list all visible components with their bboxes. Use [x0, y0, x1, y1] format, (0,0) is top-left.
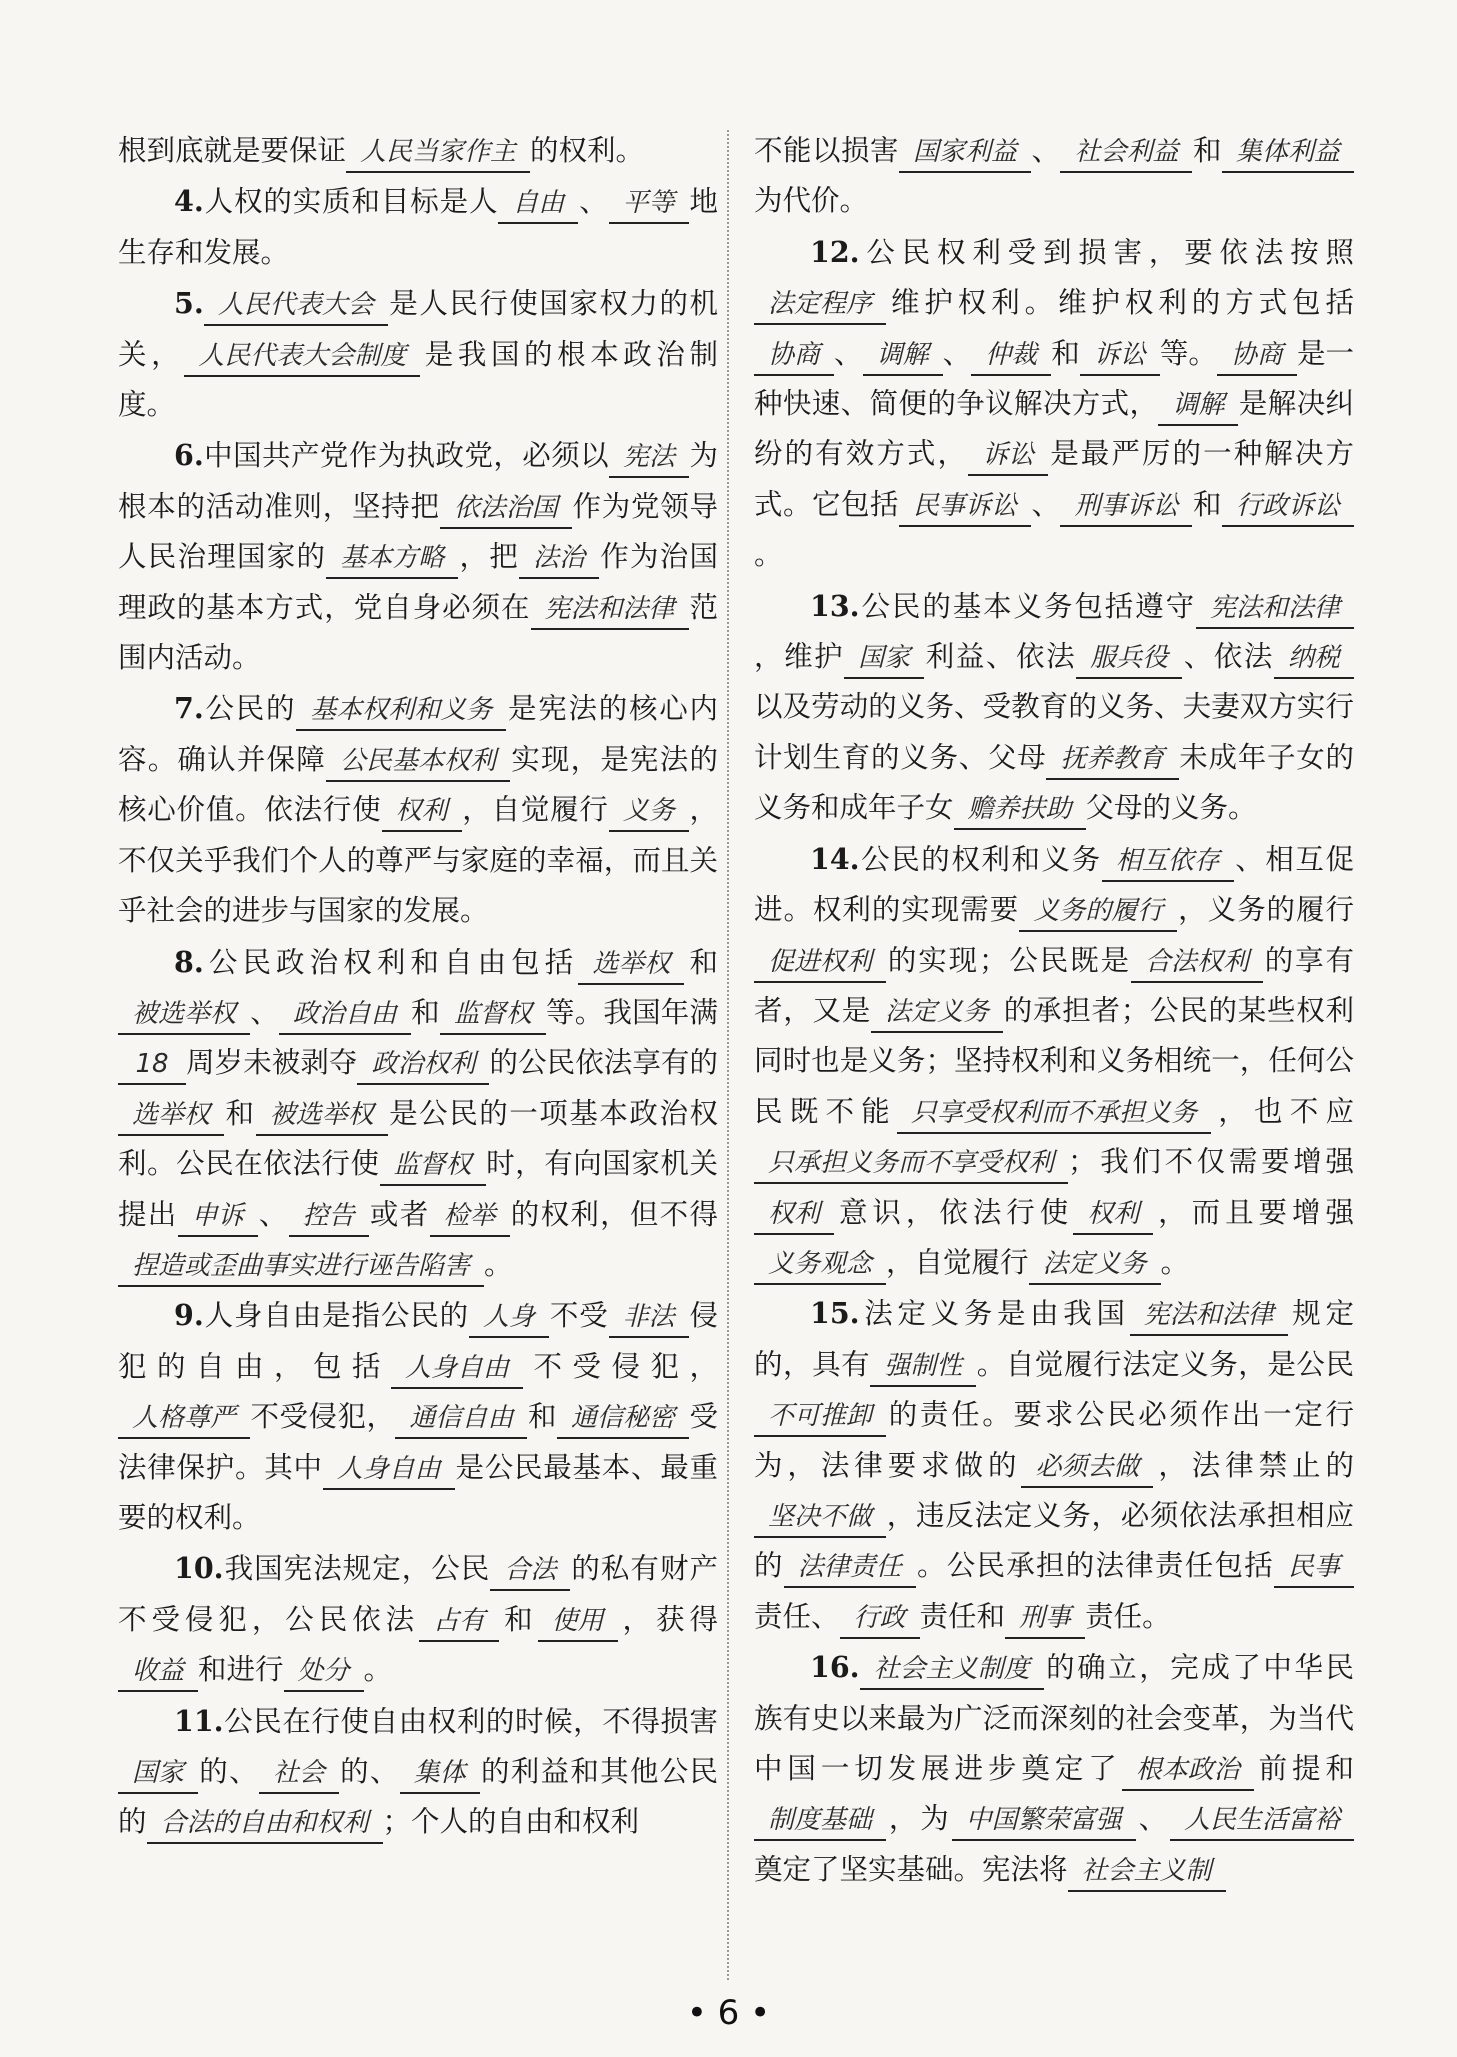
question-text: 人权的实质和目标是人 — [203, 185, 499, 219]
question-text: 的承担者；公民的某些权利同时也是义务；坚持权利和义务相统一，任何公民既不能 — [754, 993, 1354, 1128]
fill-in-answer: 收益 — [118, 1652, 198, 1692]
question-text: ，把 — [458, 540, 519, 574]
fill-in-answer: 宪法和法律 — [1130, 1296, 1288, 1336]
fill-in-answer: 坚决不做 — [754, 1498, 886, 1538]
fill-in-answer: 人民代表大会制度 — [184, 337, 420, 377]
fill-in-answer: 不可推卸 — [754, 1397, 886, 1437]
question-text: 和 — [224, 1096, 256, 1130]
question-text: ，而且要增强 — [1153, 1195, 1354, 1229]
question-text: 、 — [834, 336, 863, 370]
question-text: 的公民依法享有的 — [489, 1046, 718, 1080]
fill-in-answer: 必须去做 — [1021, 1448, 1153, 1488]
question-text: 、 — [1030, 487, 1061, 521]
question-text: 不受 — [548, 1299, 609, 1333]
question-paragraph — [754, 581, 1354, 834]
question-text: 不能以损害 — [754, 134, 899, 167]
question-text: 。自觉履行法定义务，是公民 — [976, 1347, 1354, 1381]
fill-in-answer: 权利 — [754, 1195, 834, 1235]
fill-in-answer: 非法 — [609, 1298, 689, 1338]
question-text: 责任、 — [754, 1599, 840, 1633]
question-text: 前提和 — [1253, 1752, 1354, 1785]
question-text: 的确立，完成了中华民族有史以来最为广泛而深刻的社会变革，为当代中国一切发展进步奠定了 — [754, 1651, 1354, 1785]
fill-in-answer: 义务 — [609, 792, 689, 832]
fill-in-answer: 集体 — [400, 1754, 480, 1794]
question-text: 作为治国理政的基本方式，党自身必须在 — [118, 540, 718, 624]
question-text: 公民权利受到损害，要依法按照 — [859, 235, 1354, 269]
question-text: 。 — [754, 538, 783, 572]
fill-in-answer: 法治 — [519, 539, 599, 579]
question-paragraph — [754, 834, 1354, 1289]
question-text: 的、 — [338, 1755, 400, 1788]
question-text: 不受侵犯， — [523, 1349, 718, 1383]
fill-in-answer: 申诉 — [178, 1197, 258, 1237]
question-text: 或者 — [368, 1197, 430, 1231]
fill-in-answer: 调解 — [1158, 386, 1238, 426]
question-text: ，为 — [886, 1802, 952, 1836]
question-text: 和 — [499, 1602, 538, 1636]
question-text: 、 — [942, 336, 972, 370]
fill-in-answer: 中国繁荣富强 — [952, 1801, 1136, 1841]
question-text: 法定义务是由我国 — [859, 1297, 1130, 1331]
fill-in-answer: 国家利益 — [899, 133, 1031, 173]
question-text: 的权利，但不得 — [509, 1197, 718, 1231]
fill-in-answer: 只承担义务而不享受权利 — [754, 1144, 1068, 1184]
question-number: 16. — [810, 1650, 860, 1685]
question-text: 以及劳动的义务、受教育的义务、夫妻双方实行计划生育的义务、父母 — [754, 690, 1354, 774]
fill-in-answer: 人民代表大会 — [204, 286, 388, 326]
fill-in-answer: 自由 — [498, 184, 578, 224]
left-column — [118, 126, 718, 1848]
fill-in-answer: 赡养扶助 — [954, 790, 1086, 830]
page-number: • 6 • — [686, 1993, 771, 2033]
fill-in-answer: 选举权 — [578, 945, 684, 985]
question-text: 和 — [410, 995, 440, 1029]
question-paragraph — [118, 937, 718, 1291]
fill-in-answer: 权利 — [1073, 1195, 1153, 1235]
fill-in-answer: 强制性 — [870, 1347, 976, 1387]
question-text: 、依法 — [1182, 640, 1274, 674]
question-text: 公民的权利和义务 — [859, 842, 1102, 876]
fill-in-answer: 社会利益 — [1060, 133, 1192, 173]
fill-in-answer: 抚养教育 — [1046, 740, 1178, 780]
fill-in-answer: 诉讼 — [968, 436, 1048, 476]
fill-in-answer: 基本权利和义务 — [296, 691, 506, 731]
question-text: 规定的，具有 — [754, 1297, 1354, 1381]
question-paragraph — [754, 227, 1354, 581]
question-text: 是宪法的核心内容。确认并保障 — [118, 692, 718, 776]
fill-in-answer: 政治自由 — [279, 995, 411, 1035]
question-text: ，法律禁止的 — [1153, 1448, 1354, 1482]
fill-in-answer: 宪法 — [609, 438, 689, 478]
question-text: 责任。 — [1085, 1599, 1171, 1633]
fill-in-answer: 行政 — [840, 1599, 920, 1639]
fill-in-answer: 占有 — [419, 1602, 499, 1642]
question-paragraph — [118, 683, 718, 936]
question-text: 的实现；公民既是 — [886, 943, 1131, 977]
question-text: 中国共产党作为执政党，必须以 — [203, 439, 610, 473]
question-text: 父母的义务。 — [1085, 791, 1257, 825]
question-number: 15. — [810, 1296, 860, 1331]
question-text: 是我国的根本政治制度。 — [118, 337, 718, 422]
fill-in-answer: 使用 — [538, 1602, 618, 1642]
fill-in-answer: 服兵役 — [1076, 639, 1182, 679]
question-text: 和 — [527, 1400, 557, 1434]
question-number: 5. — [174, 286, 204, 321]
question-text: 公民在行使自由权利的时候，不得损害 — [223, 1704, 718, 1738]
fill-in-answer: 选举权 — [118, 1096, 224, 1136]
question-paragraph — [118, 1290, 718, 1543]
fill-in-answer: 社会主义制度 — [860, 1650, 1044, 1690]
fill-in-answer: 相互依存 — [1102, 842, 1234, 882]
question-text: 意识，依法行使 — [834, 1195, 1074, 1229]
question-number: 10. — [174, 1551, 224, 1586]
fill-in-answer: 合法的自由和权利 — [147, 1804, 383, 1844]
fill-in-answer: 民事 — [1274, 1548, 1354, 1588]
question-text: 是人民行使国家权力的机关， — [118, 287, 718, 371]
fill-in-answer: 监督权 — [380, 1146, 486, 1186]
fill-in-answer: 基本方略 — [326, 539, 458, 579]
fill-in-answer: 控告 — [289, 1197, 369, 1237]
column-divider — [727, 130, 729, 1980]
question-text: ，也不应 — [1211, 1094, 1354, 1128]
question-text: 我国宪法规定，公民 — [223, 1552, 491, 1586]
question-text: 。 — [363, 1653, 393, 1687]
question-text: 维护权利。维护权利的方式包括 — [886, 286, 1354, 320]
fill-in-answer: 合法权利 — [1131, 943, 1263, 983]
question-paragraph — [118, 1696, 718, 1848]
fill-in-answer: 诉讼 — [1080, 336, 1160, 376]
fill-in-answer: 宪法和法律 — [1196, 589, 1354, 629]
question-paragraph — [118, 278, 718, 430]
fill-in-answer: 仲裁 — [971, 336, 1051, 376]
fill-in-answer: 公民基本权利 — [326, 742, 510, 782]
fill-in-answer: 处分 — [284, 1652, 364, 1692]
question-paragraph — [754, 126, 1354, 227]
question-text: ，违反法定义务，必须依法承担相应的 — [754, 1498, 1354, 1583]
fill-in-answer: 被选举权 — [118, 995, 250, 1035]
question-text: 是最严厉的一种解决方式。它包括 — [754, 437, 1354, 521]
fill-in-answer: 宪法和法律 — [531, 590, 689, 630]
fill-in-answer: 刑事 — [1005, 1599, 1085, 1639]
fill-in-answer: 平等 — [609, 184, 689, 224]
fill-in-answer: 法律责任 — [784, 1548, 916, 1588]
question-number: 4. — [174, 184, 204, 219]
question-text: 时，有向国家机关提出 — [118, 1147, 718, 1231]
question-text: 的责任。要求公民必须作出一定行为，法律要求做的 — [754, 1398, 1354, 1482]
question-text: 的权利。 — [530, 134, 645, 167]
fill-in-answer: 纳税 — [1274, 639, 1354, 679]
fill-in-answer: 协商 — [1217, 336, 1297, 376]
question-text: ；我们不仅需要增强 — [1068, 1145, 1354, 1179]
question-text: 为根本的活动准则，坚持把 — [118, 439, 718, 523]
fill-in-answer: 法定义务 — [871, 993, 1003, 1033]
fill-in-answer: 监督权 — [440, 995, 546, 1035]
question-text: ；个人的自由和权利 — [382, 1805, 640, 1839]
question-text: 、相互促进。权利的实现需要 — [754, 842, 1354, 927]
question-paragraph — [118, 430, 718, 683]
question-paragraph — [754, 1642, 1354, 1895]
question-number: 11. — [174, 1703, 224, 1738]
fill-in-answer: 制度基础 — [754, 1801, 886, 1841]
question-text: ，维护 — [754, 640, 845, 674]
question-text: 的、 — [198, 1755, 259, 1788]
question-text: 的利益和其他公民的 — [118, 1755, 718, 1839]
question-number: 12. — [810, 234, 860, 269]
fill-in-answer: 通信秘密 — [557, 1399, 689, 1439]
fill-in-answer: 通信自由 — [395, 1399, 527, 1439]
fill-in-answer: 调解 — [863, 336, 943, 376]
fill-in-answer: 权利 — [382, 792, 462, 832]
question-text: 责任和 — [919, 1599, 1006, 1633]
question-number: 8. — [174, 944, 204, 979]
question-text: 和 — [1192, 134, 1222, 167]
question-text: 公民政治权利和自由包括 — [203, 945, 579, 979]
question-text: 受法律保护。其中 — [118, 1400, 718, 1484]
fill-in-answer: 义务的履行 — [1019, 892, 1177, 932]
fill-in-answer: 法定义务 — [1029, 1245, 1161, 1285]
fill-in-answer: 人民当家作主 — [346, 133, 530, 173]
question-text: 和 — [684, 945, 718, 979]
fill-in-answer: 根本政治 — [1122, 1751, 1254, 1791]
fill-in-answer: 只享受权利而不承担义务 — [897, 1094, 1211, 1134]
fill-in-answer: 捏造或歪曲事实进行诬告陷害 — [118, 1247, 484, 1287]
question-text: 、 — [257, 1197, 289, 1231]
question-paragraph — [118, 1543, 718, 1695]
question-text: 和进行 — [198, 1653, 284, 1687]
question-text: 作为党领导人民治理国家的 — [118, 489, 718, 574]
fill-in-answer: 民事诉讼 — [899, 487, 1031, 527]
question-text: 等。 — [1159, 336, 1217, 370]
question-text: ，自觉履行 — [886, 1245, 1029, 1279]
question-text: 实现，是宪法的核心价值。依法行使 — [118, 742, 718, 827]
question-text: ，义务的履行 — [1177, 893, 1354, 927]
fill-in-answer: 国家 — [118, 1754, 198, 1794]
question-paragraph — [118, 176, 718, 278]
question-number: 6. — [174, 438, 204, 473]
question-text: 公民的 — [203, 692, 297, 726]
fill-in-answer: 行政诉讼 — [1222, 487, 1354, 527]
fill-in-answer: 检举 — [430, 1197, 510, 1237]
fill-in-answer: 合法 — [490, 1551, 570, 1591]
question-text: 侵犯的自由，包括 — [118, 1299, 718, 1383]
question-text: 范围内活动。 — [118, 590, 718, 675]
question-number: 14. — [810, 841, 860, 876]
fill-in-answer: 义务观念 — [754, 1245, 886, 1285]
question-text: 的私有财产不受侵犯，公民依法 — [118, 1552, 718, 1636]
question-text: 是公民最基本、最重要的权利。 — [118, 1450, 718, 1534]
fill-in-answer: 社会主义制 — [1068, 1852, 1226, 1892]
question-text: 的享有者，又是 — [754, 943, 1354, 1027]
question-text: 奠定了坚实基础。宪法将 — [754, 1852, 1068, 1886]
question-text: 人身自由是指公民的 — [203, 1299, 469, 1333]
question-text: 和 — [1051, 336, 1080, 370]
fill-in-answer: 依法治国 — [440, 489, 572, 529]
question-paragraph — [118, 126, 718, 176]
fill-in-answer: 集体利益 — [1222, 133, 1354, 173]
question-text: 、 — [250, 995, 279, 1029]
question-text: ，不仅关乎我们个人的尊严与家庭的幸福，而且关乎社会的进步与国家的发展。 — [118, 793, 718, 928]
question-paragraph — [754, 1288, 1354, 1642]
question-text: 、 — [578, 185, 609, 219]
question-text: 、 — [1030, 134, 1061, 167]
question-text: 。公民承担的法律责任包括 — [915, 1549, 1274, 1583]
fill-in-answer: 国家 — [844, 639, 924, 679]
fill-in-answer: 人身自由 — [391, 1349, 523, 1389]
question-text: ，自觉履行 — [461, 793, 609, 827]
fill-in-answer: 人民生活富裕 — [1170, 1801, 1354, 1841]
question-text: 为代价。 — [754, 184, 869, 218]
fill-in-answer: 人身自由 — [323, 1450, 455, 1490]
question-number: 13. — [810, 588, 860, 623]
question-text: 等。我国年满 — [545, 995, 718, 1029]
question-text: 和 — [1192, 487, 1222, 521]
question-text: 周岁未被剥夺 — [186, 1046, 358, 1080]
fill-in-answer: 法定程序 — [754, 285, 886, 325]
question-text: ，获得 — [617, 1602, 718, 1636]
fill-in-answer: 刑事诉讼 — [1060, 487, 1192, 527]
question-text: 。 — [484, 1247, 513, 1281]
question-text: 是一种快速、简便的争议解决方式， — [754, 336, 1354, 421]
fill-in-answer: 人身 — [469, 1298, 549, 1338]
question-text: 未成年子女的义务和成年子女 — [754, 740, 1354, 825]
fill-in-answer: 社会 — [259, 1754, 339, 1794]
fill-in-answer: 促进权利 — [754, 943, 886, 983]
fill-in-answer: 协商 — [754, 336, 834, 376]
question-number: 9. — [174, 1298, 204, 1333]
question-number: 7. — [174, 691, 204, 726]
question-text: 根到底就是要保证 — [118, 134, 347, 167]
fill-in-answer: 人格尊严 — [118, 1399, 250, 1439]
question-text: 公民的基本义务包括遵守 — [859, 589, 1196, 623]
question-text: 是解决纠纷的有效方式， — [754, 387, 1354, 471]
question-text: 地生存和发展。 — [118, 185, 718, 269]
question-text: 、 — [1135, 1802, 1170, 1836]
fill-in-answer: 被选举权 — [256, 1096, 388, 1136]
question-text: 是公民的一项基本政治权利。公民在依法行使 — [118, 1096, 718, 1181]
question-text: 不受侵犯， — [250, 1400, 396, 1434]
question-text: 利益、依法 — [924, 640, 1077, 674]
question-text: 。 — [1160, 1245, 1190, 1279]
fill-in-answer: 18 — [118, 1045, 186, 1085]
right-column — [754, 126, 1354, 1895]
fill-in-answer: 政治权利 — [357, 1045, 489, 1085]
